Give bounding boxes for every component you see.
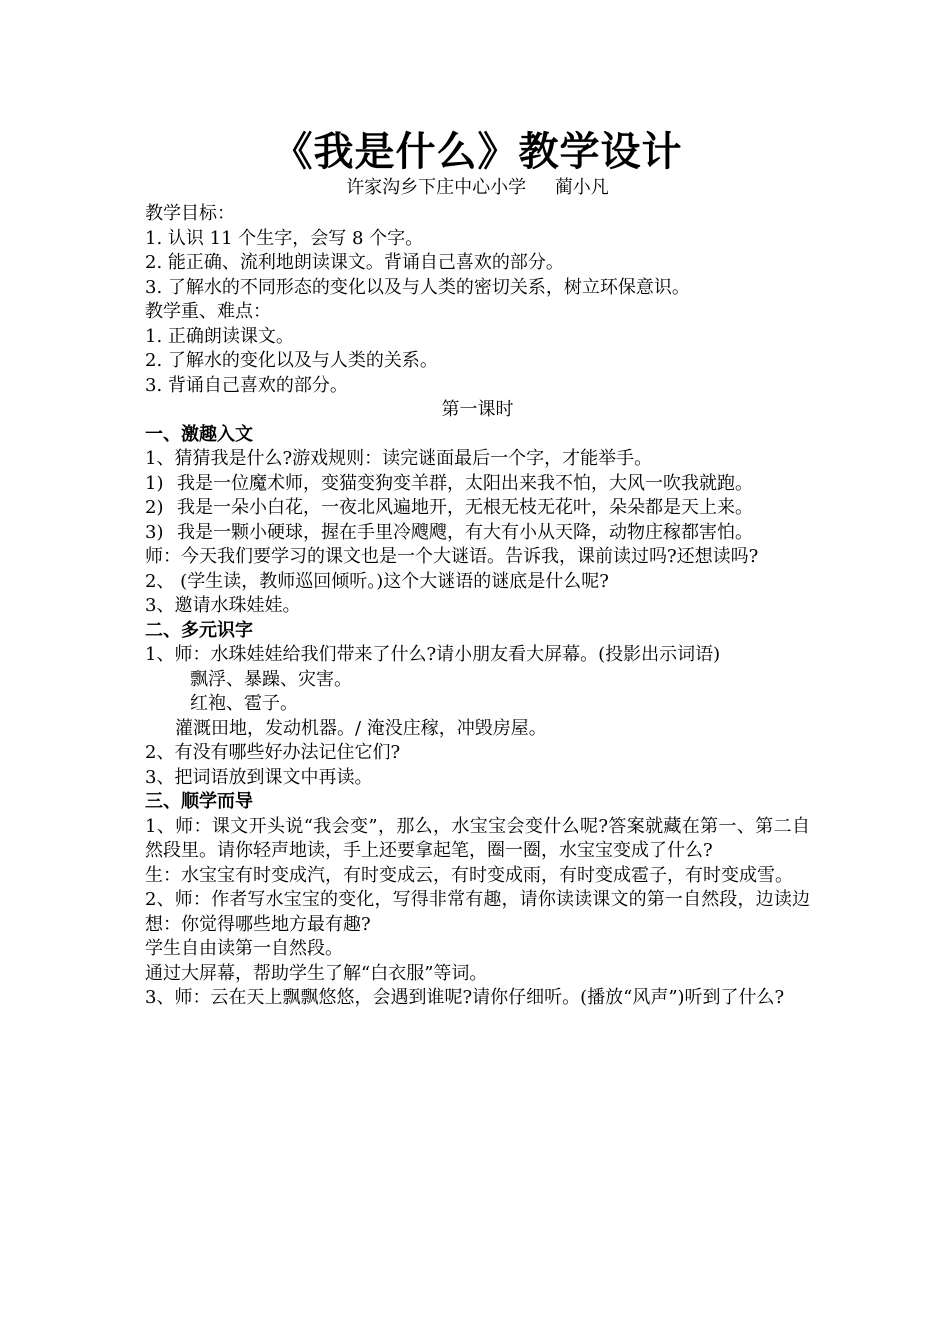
paragraph: 3、把词语放到课文中再读。 [145,766,373,788]
riddle-item [145,521,810,546]
objectives-heading: 教学目标： [145,203,235,224]
paragraph: 3、师：云在天上飘飘悠悠，会遇到谁呢?请你仔细听。(播放“风声”)听到了什么? [145,987,785,1008]
paragraph: 通过大屏幕，帮助学生了解“白衣服”等词。 [145,962,488,984]
key-point-item: 3. 背诵自己喜欢的部分。 [145,374,348,396]
key-points-heading: 教学重、难点： [145,301,271,322]
paragraph: 师：今天我们要学习的课文也是一个大谜语。告诉我，课前读过吗?还想读吗? [145,546,759,567]
paragraph: 2、 (学生读，教师巡回倾听。)这个大谜语的谜底是什么呢? [145,570,609,592]
paragraph: 1、师：水珠娃娃给我们带来了什么?请小朋友看大屏幕。(投影出示词语) [145,644,721,665]
lesson-heading: 第一课时 [441,399,514,420]
word-list: 飘浮、暴躁、灾害。 [190,668,352,690]
section-heading: 三、顺学而导 [145,791,253,812]
paragraph: 1、猜猜我是什么?游戏规则：读完谜面最后一个字，才能举手。 [145,448,653,469]
document-title: 《我是什么》教学设计 [272,128,683,175]
riddle-number: 2) [145,497,164,518]
riddle-item [145,472,810,497]
paragraph: 1、师：课文开头说“我会变”，那么，水宝宝会变什么呢?答案就藏在第一、第二自然段里。请你轻声地读，手上还要拿起笔，圈一圈，水宝宝变成了什么? [145,815,810,861]
paragraph: 2、有没有哪些好办法记住它们? [145,742,401,763]
key-point-item: 2. 了解水的变化以及与人类的关系。 [145,350,438,371]
word-list: 红袍、雹子。 [190,693,298,714]
riddle-item [145,496,810,521]
section-heading: 一、激趣入文 [145,423,253,445]
objective-item: 1. 认识 11 个生字，会写 8 个字。 [145,227,424,249]
objective-item: 2. 能正确、流利地朗读课文。背诵自己喜欢的部分。 [145,252,564,273]
section-heading: 二、多元识字 [145,619,253,641]
document-body [145,128,810,1011]
riddle-text: 我是一朵小白花，一夜北风遍地开，无根无枝无花叶，朵朵都是天上来。 [177,497,753,518]
paragraph: 3、邀请水珠娃娃。 [145,595,301,616]
objective-item: 3. 了解水的不同形态的变化以及与人类的密切关系，树立环保意识。 [145,276,690,298]
paragraph: 2、师：作者写水宝宝的变化，写得非常有趣，请你读读课文的第一自然段，边读边想：你觉得哪些地方最有趣? [145,889,810,935]
word-list: 灌溉田地，发动机器。/ 淹没庄稼，冲毁房屋。 [175,717,547,739]
paragraph: 生：水宝宝有时变成汽，有时变成云，有时变成雨，有时变成雹子，有时变成雪。 [145,864,793,886]
riddle-text: 我是一颗小硬球，握在手里冷飕飕，有大有小从天降，动物庄稼都害怕。 [177,521,753,543]
author-line: 许家沟乡下庄中心小学 蔺小凡 [346,177,609,198]
riddle-text: 我是一位魔术师，变猫变狗变羊群，太阳出来我不怕，大风一吹我就跑。 [177,472,753,494]
riddle-number: 3) [145,521,164,543]
paragraph: 学生自由读第一自然段。 [145,938,343,959]
key-point-item: 1. 正确朗读课文。 [145,325,294,347]
riddle-number: 1) [145,472,164,494]
